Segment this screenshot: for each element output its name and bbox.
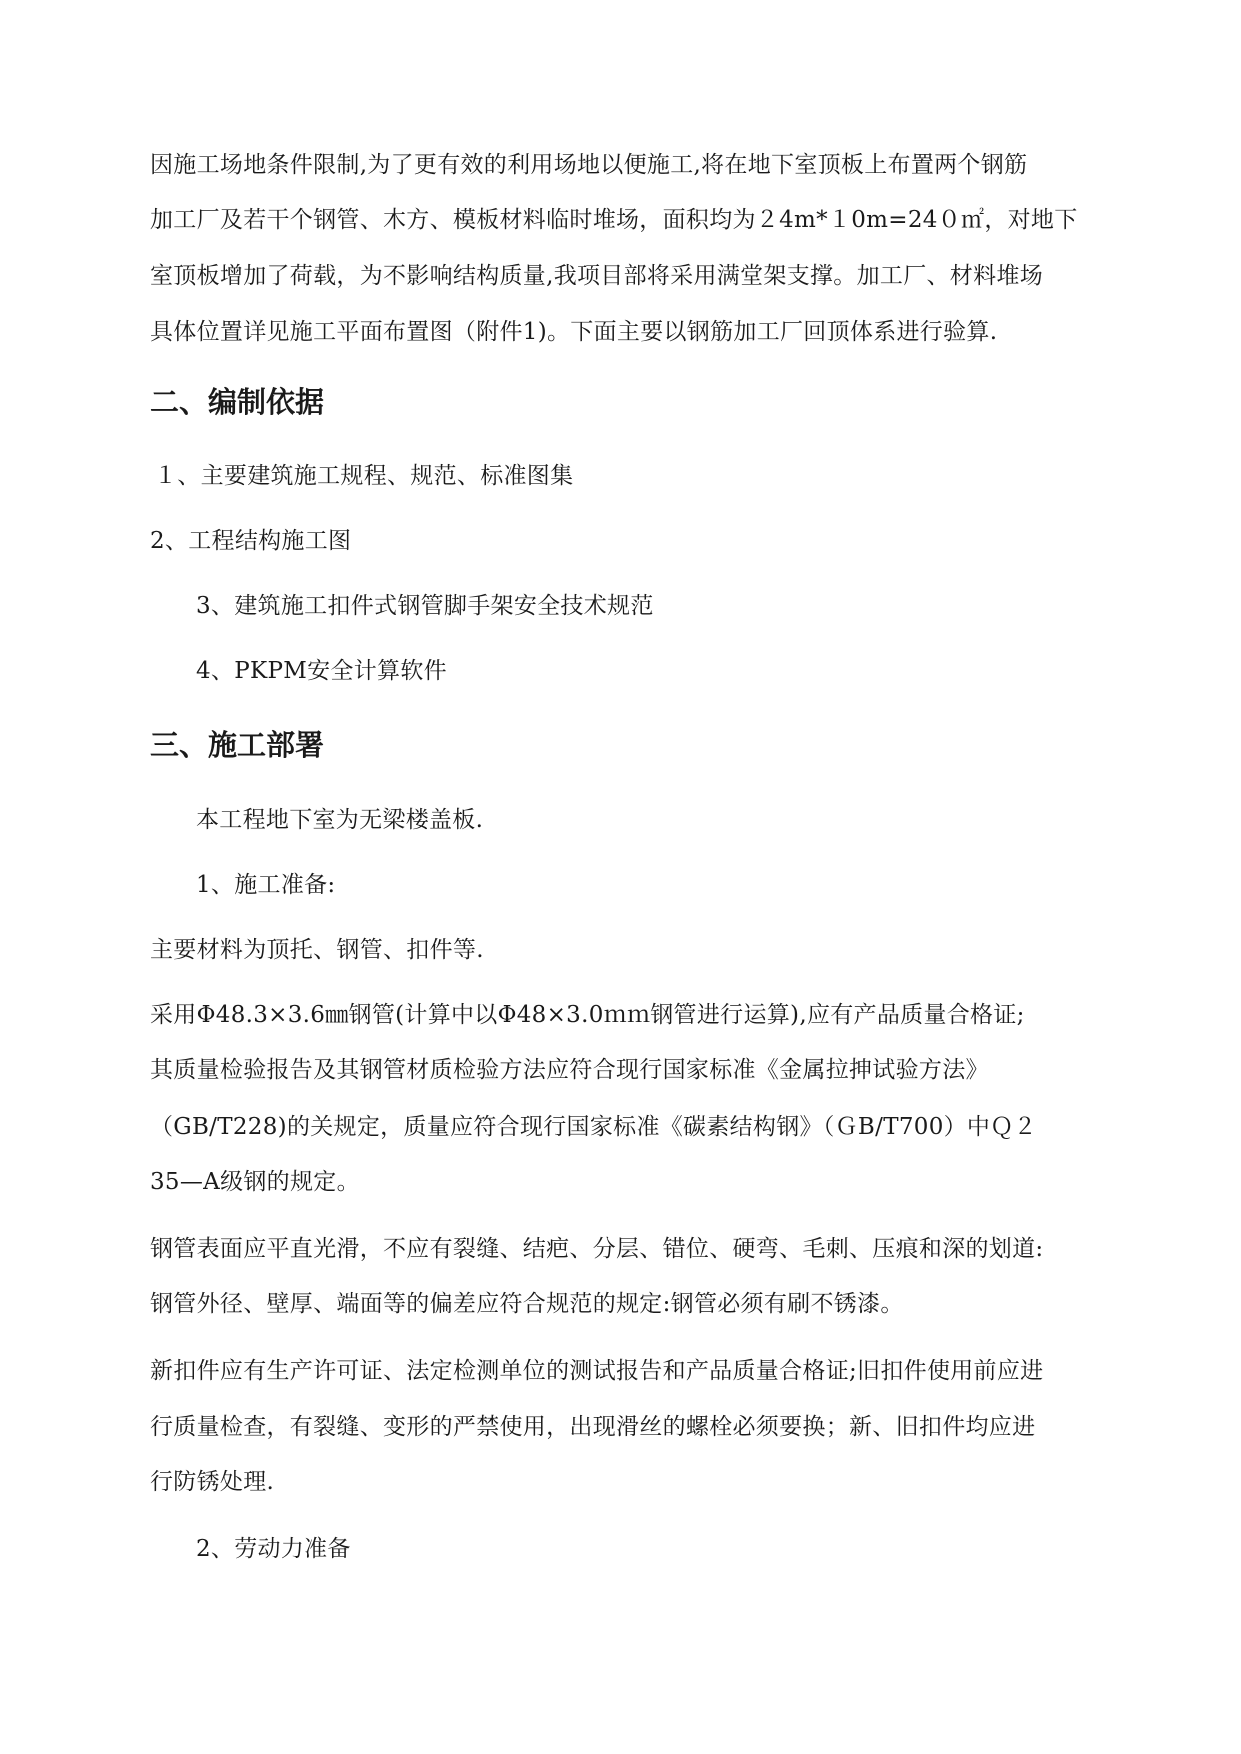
fastener-line-1: 新扣件应有生产许可证、法定检测单位的测试报告和产品质量合格证;旧扣件使用前应进 [150,1358,1044,1384]
steel-pipe-line-2: 其质量检验报告及其钢管材质检验方法应符合现行国家标准《金属拉抻试验方法》 [150,1057,989,1083]
intro-line-4: 具体位置详见施工平面布置图（附件1)。下面主要以钢筋加工厂回顶体系进行验算. [150,319,998,345]
steel-pipe-line-3: （GB/T228)的关规定，质量应符合现行国家标准《碳素结构钢》（ＧB/T700）中Ｑ２ [150,1114,1037,1140]
section-3-title: 三、施工部署 [150,728,325,762]
steel-pipe-line-4: 35—A级钢的规定。 [150,1169,360,1195]
intro-line-2: 加工厂及若干个钢管、木方、模板材料临时堆场，面积均为２4m*１0m=24０㎡，对地下 [150,207,1078,233]
basis-item-3: 3、建筑施工扣件式钢管脚手架安全技术规范 [196,593,654,619]
intro-line-1: 因施工场地条件限制,为了更有效的利用场地以便施工,将在地下室顶板上布置两个钢筋 [150,152,1028,178]
surface-line-1: 钢管表面应平直光滑，不应有裂缝、结疤、分层、错位、硬弯、毛刺、压痕和深的划道: [150,1236,1044,1262]
fastener-line-2: 行质量检查，有裂缝、变形的严禁使用，出现滑丝的螺栓必须要换；新、旧扣件均应进 [150,1414,1036,1440]
sub-heading-labor: 2、劳动力准备 [196,1536,351,1562]
steel-pipe-line-1: 采用Φ48.3×3.6㎜钢管(计算中以Φ48×3.0ｍｍ钢管进行运算),应有产品质量合格证; [150,1002,1025,1028]
basis-item-1: １、主要建筑施工规程、规范、标准图集 [154,463,574,489]
sub-heading-preparation: 1、施工准备: [196,872,336,898]
surface-line-2: 钢管外径、壁厚、端面等的偏差应符合规范的规定:钢管必须有刷不锈漆。 [150,1291,904,1317]
fastener-line-3: 行防锈处理. [150,1469,275,1495]
basis-item-2: 2、工程结构施工图 [150,528,352,554]
basis-item-4: 4、PKPM安全计算软件 [196,658,447,684]
materials-line: 主要材料为顶托、钢管、扣件等. [150,937,484,963]
section-2-title: 二、编制依据 [150,385,325,419]
deployment-intro: 本工程地下室为无梁楼盖板. [196,807,484,833]
intro-line-3: 室顶板增加了荷载，为不影响结构质量,我项目部将采用满堂架支撑。加工厂、材料堆场 [150,263,1044,289]
